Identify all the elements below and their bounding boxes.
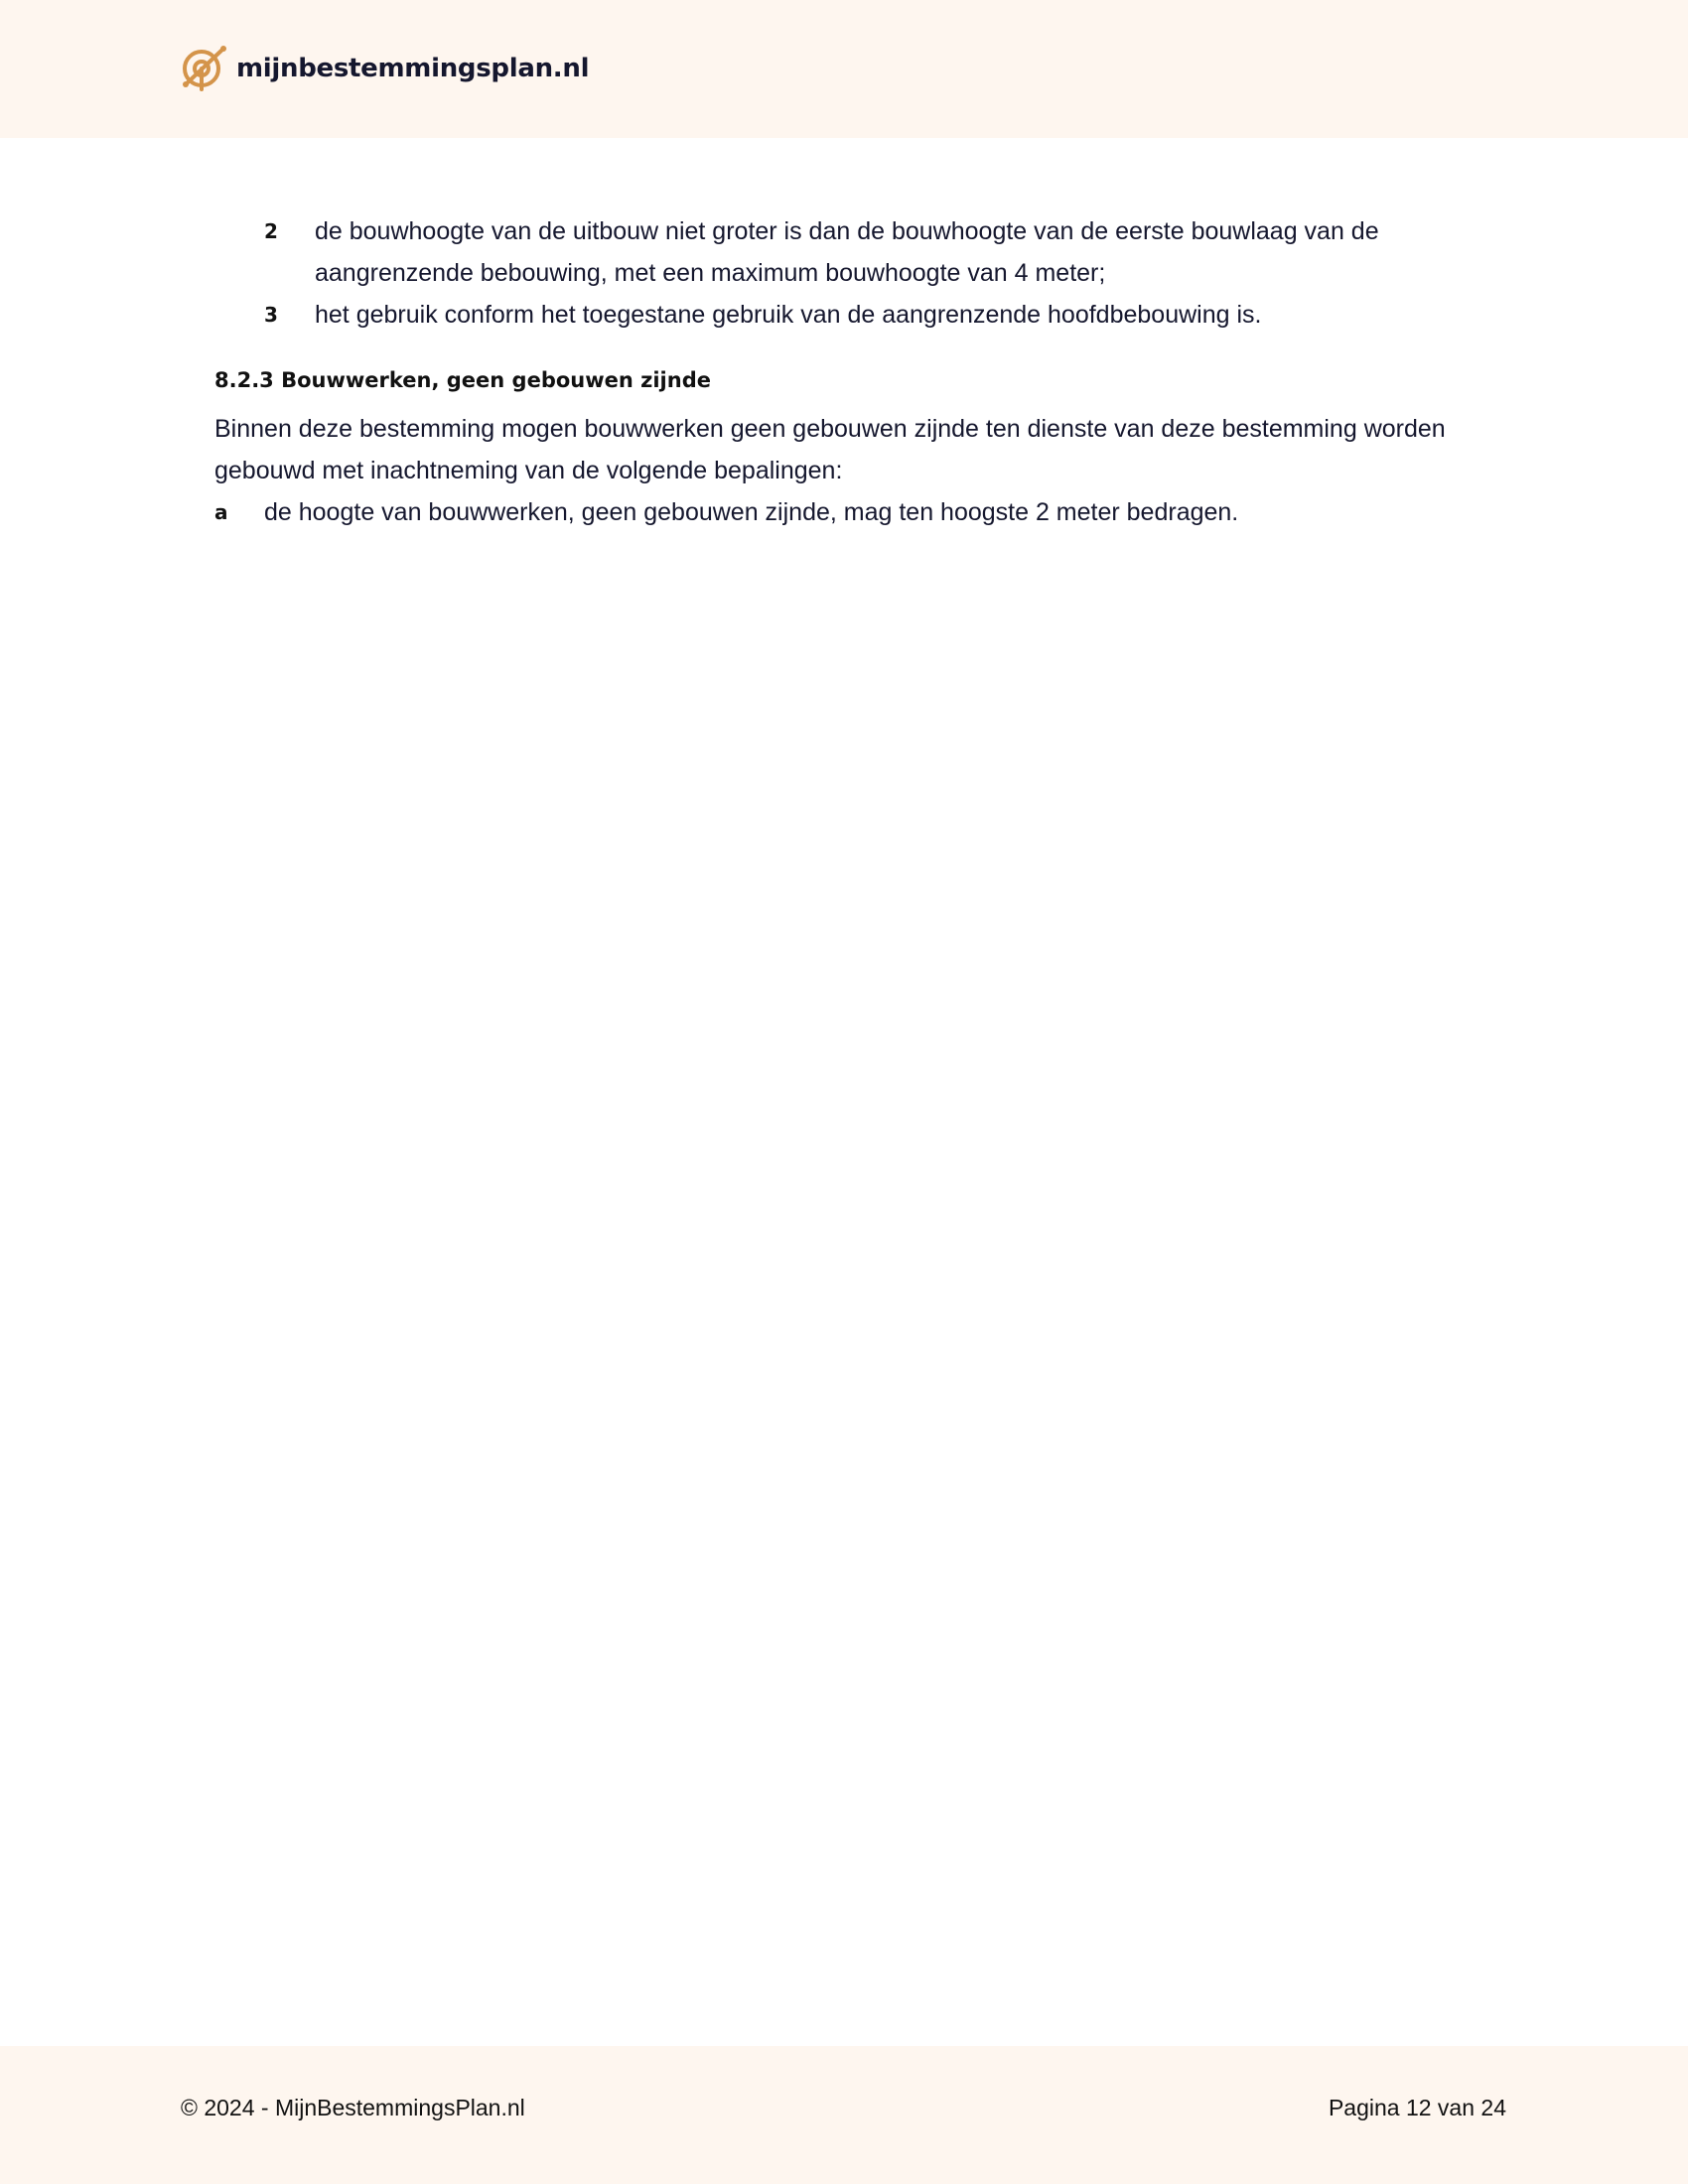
list-item-line: de hoogte van bouwwerken, geen gebouwen zijnde, mag ten hoogste 2 meter bedragen. (264, 498, 1239, 526)
target-icon (180, 45, 227, 92)
list-marker: 3 (264, 303, 278, 327)
intro-line: Binnen deze bestemming mogen bouwwerken geen gebouwen zijnde ten dienste van deze bestemming worden (214, 415, 1446, 443)
list-item-line: het gebruik conform het toegestane gebruik van de aangrenzende hoofdbebouwing is. (315, 301, 1262, 329)
page-number: Pagina 12 van 24 (1328, 2095, 1506, 2120)
logo-text: mijnbestemmingsplan.nl (236, 54, 590, 83)
list-item-line: de bouwhoogte van de uitbouw niet groter is dan de bouwhoogte van de eerste bouwlaag van de (315, 217, 1379, 245)
list-item-line: aangrenzende bebouwing, met een maximum bouwhoogte van 4 meter; (315, 259, 1106, 287)
section-intro (214, 408, 1505, 491)
list-marker: 2 (264, 219, 278, 243)
page-header (0, 0, 1688, 138)
site-logo[interactable] (180, 45, 589, 92)
list-marker: a (214, 500, 228, 524)
intro-line: gebouwd met inachtneming van de volgende bepalingen: (214, 457, 843, 484)
copyright-text: © 2024 - MijnBestemmingsPlan.nl (181, 2095, 525, 2120)
section-heading: 8.2.3 Bouwwerken, geen gebouwen zijnde (214, 368, 711, 392)
page-footer (0, 2046, 1688, 2184)
